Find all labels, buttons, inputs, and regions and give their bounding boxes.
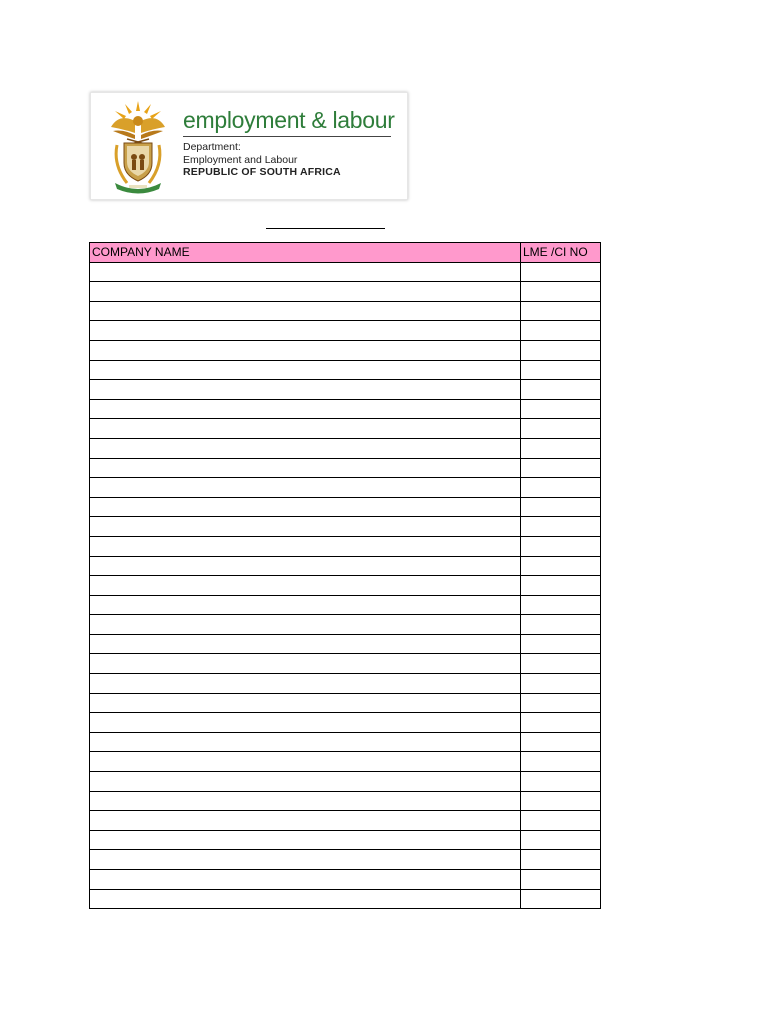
- company-name-cell[interactable]: [90, 517, 521, 537]
- table-header-row: [90, 243, 601, 263]
- company-name-cell[interactable]: [90, 889, 521, 909]
- company-name-cell[interactable]: [90, 262, 521, 282]
- company-name-cell[interactable]: [90, 713, 521, 733]
- lme-ci-no-cell[interactable]: [521, 713, 601, 733]
- lme-ci-no-cell[interactable]: [521, 380, 601, 400]
- lme-ci-no-cell[interactable]: [521, 536, 601, 556]
- table-row: [90, 536, 601, 556]
- lme-ci-no-cell[interactable]: [521, 517, 601, 537]
- lme-ci-no-cell[interactable]: [521, 830, 601, 850]
- table-row: [90, 615, 601, 635]
- lme-ci-no-cell[interactable]: [521, 811, 601, 831]
- table-row: [90, 360, 601, 380]
- logo-title: employment & labour: [183, 107, 395, 133]
- lme-ci-no-cell[interactable]: [521, 458, 601, 478]
- table-row: [90, 674, 601, 694]
- table-row: [90, 634, 601, 654]
- logo-department-name: Employment and Labour: [183, 153, 298, 166]
- table-row: [90, 380, 601, 400]
- company-name-cell[interactable]: [90, 830, 521, 850]
- lme-ci-no-cell[interactable]: [521, 399, 601, 419]
- company-name-cell[interactable]: [90, 634, 521, 654]
- company-name-cell[interactable]: [90, 870, 521, 890]
- logo-divider: [183, 136, 391, 137]
- table-row: [90, 772, 601, 792]
- company-name-cell[interactable]: [90, 693, 521, 713]
- company-name-cell[interactable]: [90, 791, 521, 811]
- company-name-cell[interactable]: [90, 360, 521, 380]
- table-row: [90, 713, 601, 733]
- lme-ci-no-cell[interactable]: [521, 615, 601, 635]
- company-name-cell[interactable]: [90, 811, 521, 831]
- company-name-cell[interactable]: [90, 615, 521, 635]
- table-row: [90, 399, 601, 419]
- coat-of-arms-icon: [105, 99, 171, 195]
- table-row: [90, 282, 601, 302]
- company-name-cell[interactable]: [90, 458, 521, 478]
- lme-ci-no-cell[interactable]: [521, 419, 601, 439]
- lme-ci-no-cell[interactable]: [521, 772, 601, 792]
- company-name-cell[interactable]: [90, 321, 521, 341]
- company-name-cell[interactable]: [90, 556, 521, 576]
- company-name-cell[interactable]: [90, 301, 521, 321]
- company-name-cell[interactable]: [90, 380, 521, 400]
- lme-ci-no-cell[interactable]: [521, 870, 601, 890]
- lme-ci-no-cell[interactable]: [521, 674, 601, 694]
- lme-ci-no-cell[interactable]: [521, 556, 601, 576]
- company-name-cell[interactable]: [90, 399, 521, 419]
- lme-ci-no-cell[interactable]: [521, 850, 601, 870]
- lme-ci-no-cell[interactable]: [521, 340, 601, 360]
- table-row: [90, 438, 601, 458]
- lme-ci-no-cell[interactable]: [521, 752, 601, 772]
- lme-ci-no-cell[interactable]: [521, 478, 601, 498]
- table-body: [90, 262, 601, 909]
- table-row: [90, 811, 601, 831]
- lme-ci-no-cell[interactable]: [521, 360, 601, 380]
- logo-text: [183, 107, 397, 179]
- table-row: [90, 556, 601, 576]
- company-name-cell[interactable]: [90, 419, 521, 439]
- column-header-company-name: COMPANY NAME: [90, 243, 521, 263]
- table-row: [90, 732, 601, 752]
- table-row: [90, 517, 601, 537]
- company-name-cell[interactable]: [90, 576, 521, 596]
- table-row: [90, 870, 601, 890]
- lme-ci-no-cell[interactable]: [521, 595, 601, 615]
- table-row: [90, 321, 601, 341]
- company-table: [89, 242, 601, 909]
- lme-ci-no-cell[interactable]: [521, 791, 601, 811]
- lme-ci-no-cell[interactable]: [521, 693, 601, 713]
- company-name-cell[interactable]: [90, 438, 521, 458]
- table-row: [90, 340, 601, 360]
- table-row: [90, 497, 601, 517]
- lme-ci-no-cell[interactable]: [521, 497, 601, 517]
- company-name-cell[interactable]: [90, 340, 521, 360]
- table-row: [90, 752, 601, 772]
- company-name-cell[interactable]: [90, 654, 521, 674]
- lme-ci-no-cell[interactable]: [521, 321, 601, 341]
- table-row: [90, 654, 601, 674]
- table-row: [90, 301, 601, 321]
- company-name-cell[interactable]: [90, 595, 521, 615]
- lme-ci-no-cell[interactable]: [521, 262, 601, 282]
- department-logo: [90, 92, 408, 200]
- company-name-cell[interactable]: [90, 752, 521, 772]
- column-header-lme-ci-no: LME /CI NO: [521, 243, 601, 263]
- table-row: [90, 595, 601, 615]
- table-row: [90, 850, 601, 870]
- logo-department-label: Department:: [183, 141, 241, 153]
- lme-ci-no-cell[interactable]: [521, 438, 601, 458]
- table-row: [90, 830, 601, 850]
- table-row: [90, 458, 601, 478]
- lme-ci-no-cell[interactable]: [521, 634, 601, 654]
- logo-country: REPUBLIC OF SOUTH AFRICA: [183, 166, 341, 178]
- table-row: [90, 889, 601, 909]
- company-name-cell[interactable]: [90, 674, 521, 694]
- lme-ci-no-cell[interactable]: [521, 282, 601, 302]
- table-row: [90, 478, 601, 498]
- company-name-cell[interactable]: [90, 497, 521, 517]
- lme-ci-no-cell[interactable]: [521, 301, 601, 321]
- table-row: [90, 693, 601, 713]
- table-row: [90, 576, 601, 596]
- table-row: [90, 419, 601, 439]
- table-row: [90, 262, 601, 282]
- lme-ci-no-cell[interactable]: [521, 889, 601, 909]
- lme-ci-no-cell[interactable]: [521, 576, 601, 596]
- lme-ci-no-cell[interactable]: [521, 654, 601, 674]
- company-name-cell[interactable]: [90, 478, 521, 498]
- company-name-cell[interactable]: [90, 536, 521, 556]
- company-name-cell[interactable]: [90, 772, 521, 792]
- company-name-cell[interactable]: [90, 282, 521, 302]
- lme-ci-no-cell[interactable]: [521, 732, 601, 752]
- table-row: [90, 791, 601, 811]
- company-name-cell[interactable]: [90, 850, 521, 870]
- company-name-cell[interactable]: [90, 732, 521, 752]
- title-blank-line: [266, 228, 385, 229]
